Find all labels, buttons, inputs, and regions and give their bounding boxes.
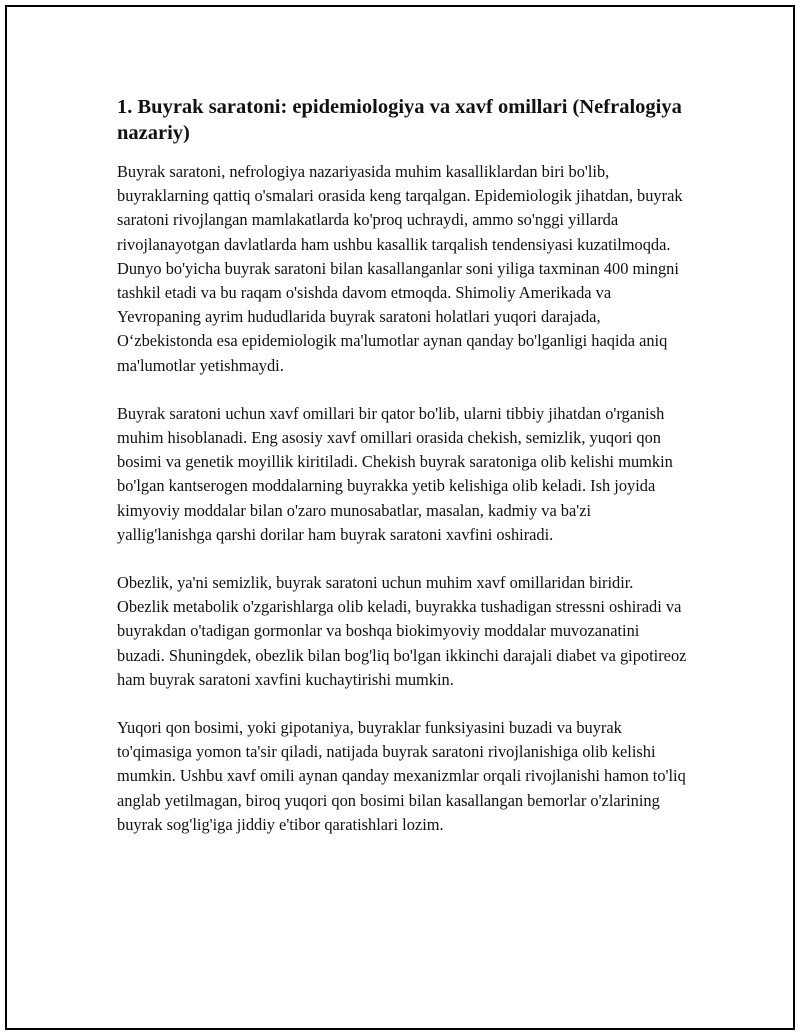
paragraph-obesity: Obezlik, ya'ni semizlik, buyrak saratoni uchun muhim xavf omillaridan biridir. Obezlik metabolik o'zgarishlarga olib keladi, buyrakka tushadigan stressni oshiradi va buyrakdan o'tadigan gormonlar va boshqa biokimyoviy moddalar muvozanatini buzadi. Shuningdek, obezlik bilan bog'liq bo'lgan ikkinchi darajali diabet va gipotireoz ham buyrak saratoni xavfini kuchaytirishi mumkin. [117, 573, 687, 689]
paragraph-risk-factors: Buyrak saratoni uchun xavf omillari bir qator bo'lib, ularni tibbiy jihatdan o'rganish muhim hisoblanadi. Eng asosiy xavf omillari orasida chekish, semizlik, yuqori qon bosimi va genetik moyillik kiritiladi. Chekish buyrak saratoniga olib kelishi mumkin bo'lgan kantserogen moddalarning buyrakka yetib kelishiga olib keladi. Ish joyida kimyoviy moddalar bilan o'zaro munosabatlar, masalan, kadmiy va ba'zi yallig'lanishga qarshi dorilar ham buyrak saratoni xavfini oshiradi. [117, 403, 673, 544]
paragraph-epidemiology: Buyrak saratoni, nefrologiya nazariyasida muhim kasalliklardan biri bo'lib, buyraklarning qattiq o'smalari orasida keng tarqalgan. Epidemiologik jihatdan, buyrak saratoni rivojlangan mamlakatlarda ko'proq uchraydi, ammo so'nggi yillarda rivojlanayotgan davlatlarda ham ushbu kasallik tarqalish tendensiyasi kuzatilmoqda. Dunyo bo'yicha buyrak saratoni bilan kasallanganlar soni yiliga taxminan 400 mingni tashkil etadi va bu raqam o'sishda davom etmoqda. Shimoliy Amerikada va Yevropaning ayrim hududlarida buyrak saratoni holatlari yuqori darajada, O‘zbekistonda esa epidemiologik ma'lumotlar aynan qanday bo'lganligi haqida aniq ma'lumotlar yetishmaydi. [117, 162, 683, 375]
document-body [117, 94, 687, 861]
paragraph-blood-pressure: Yuqori qon bosimi, yoki gipotaniya, buyraklar funksiyasini buzadi va buyrak to'qimasiga yomon ta'sir qiladi, natijada buyrak saratoni rivojlanishiga olib kelishi mumkin. Ushbu xavf omili aynan qanday mexanizmlar orqali rivojlanishi hamon to'liq anglab yetilmagan, biroq yuqori qon bosimi bilan kasallangan bemorlar o'zlarining buyrak sog'lig'iga jiddiy e'tibor qaratishlari lozim. [117, 718, 686, 834]
section-title: 1. Buyrak saratoni: epidemiologiya va xavf omillari (Nefralogiya nazariy) [117, 96, 682, 144]
